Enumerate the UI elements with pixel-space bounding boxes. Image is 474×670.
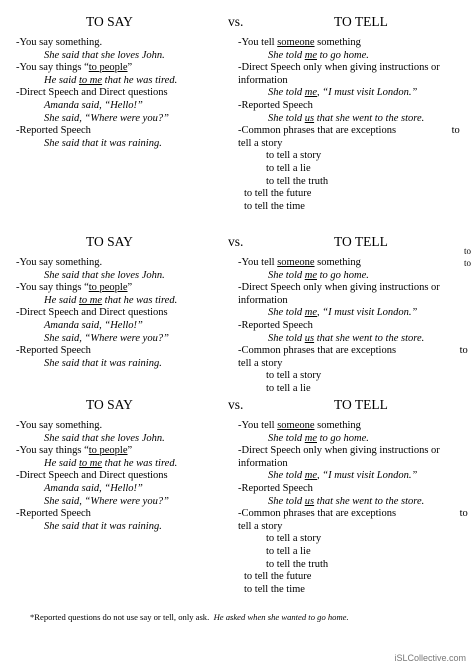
say-example: Amanda said, “Hello!” (44, 99, 143, 111)
tell-rule: -Reported Speech (238, 99, 313, 111)
say-rule: -You say something. (16, 257, 103, 268)
tell-example: She told me to go home. (268, 432, 369, 444)
tell-example: She told us that she went to the store. (268, 332, 425, 344)
heading-to-say: TO SAY (86, 234, 133, 249)
tell-rule: -You tell someone something (238, 37, 361, 48)
say-example: She said that she loves John. (44, 432, 165, 444)
say-example: She said, “Where were you?” (44, 332, 169, 344)
heading-to-say: TO SAY (86, 14, 133, 29)
say-rule: -Direct Speech and Direct questions (16, 87, 168, 99)
tell-phrase: to tell a story (266, 533, 322, 545)
say-column (16, 257, 177, 370)
tell-rule: -Direct Speech only when giving instructions or (238, 445, 440, 457)
tell-rule: -Direct Speech only when giving instructions or (238, 62, 440, 74)
tell-example: She told me, “I must visit London.” (268, 307, 418, 319)
say-rule: -You say things “to people” (16, 445, 133, 457)
say-rule: -You say something. (16, 37, 103, 48)
say-column (16, 420, 177, 533)
tell-rule: -Common phrases that are exceptions to (238, 345, 468, 357)
tell-rule: tell a story (238, 357, 283, 369)
tell-example: She told us that she went to the store. (268, 112, 425, 124)
tell-rule: information (238, 457, 288, 469)
tell-rule: information (238, 294, 288, 306)
tell-column (238, 257, 468, 396)
tell-rule: tell a story (238, 520, 283, 532)
tell-column (238, 420, 468, 596)
tell-rule: -Direct Speech only when giving instructions or (238, 282, 440, 294)
brand-watermark: iSLCollective.com (394, 653, 466, 663)
heading-to-say: TO SAY (86, 397, 133, 412)
tell-rule: -Common phrases that are exceptions to (238, 125, 460, 137)
say-example: She said that it was raining. (44, 137, 162, 149)
say-example: Amanda said, “Hello!” (44, 319, 143, 331)
footnote (30, 612, 349, 623)
heading-vs: vs. (228, 234, 244, 249)
tell-rule: -Reported Speech (238, 482, 313, 494)
say-example: Amanda said, “Hello!” (44, 482, 143, 494)
tell-example: She told us that she went to the store. (268, 495, 425, 507)
heading-vs: vs. (228, 397, 244, 412)
tell-phrase: to tell the future (244, 571, 312, 583)
say-rule: -Reported Speech (16, 508, 91, 520)
say-example: She said, “Where were you?” (44, 112, 169, 124)
say-example: He said to me that he was tired. (44, 457, 178, 469)
footnote-text: *Reported questions do not use say or tell, only ask. (30, 612, 210, 622)
tell-phrase: to tell the truth (266, 558, 329, 570)
heading-to-tell: TO TELL (334, 14, 388, 29)
say-example: She said, “Where were you?” (44, 495, 169, 507)
tell-phrase: to tell a story (266, 370, 322, 382)
say-example: She said that she loves John. (44, 49, 165, 61)
say-example: He said to me that he was tired. (44, 74, 178, 86)
tell-phrase: to tell a lie (266, 162, 311, 174)
say-example: She said that it was raining. (44, 520, 162, 532)
tell-rule: tell a story (238, 137, 283, 149)
margin-note: to (464, 246, 472, 256)
say-rule: -Reported Speech (16, 345, 91, 357)
tell-rule: -Common phrases that are exceptions to (238, 508, 468, 520)
section-3 (0, 397, 474, 597)
tell-phrase: to tell a lie (266, 545, 311, 557)
tell-example: She told me to go home. (268, 49, 369, 61)
tell-rule: -Reported Speech (238, 319, 313, 331)
tell-example: She told me to go home. (268, 269, 369, 281)
tell-phrase: to tell a story (266, 150, 322, 162)
tell-rule: -You tell someone something (238, 420, 361, 431)
footnote-example: He asked when she wanted to go home. (213, 612, 349, 622)
tell-rule: information (238, 74, 288, 86)
say-rule: -Reported Speech (16, 125, 91, 137)
tell-phrase: to tell the truth (266, 175, 329, 187)
say-rule: -You say something. (16, 420, 103, 431)
margin-note: to (464, 258, 472, 268)
say-rule: -Direct Speech and Direct questions (16, 307, 168, 319)
say-example: She said that she loves John. (44, 269, 165, 281)
tell-phrase: to tell the time (244, 200, 305, 212)
section-1 (0, 14, 474, 214)
say-column (16, 37, 177, 150)
tell-phrase: to tell the time (244, 583, 305, 595)
say-rule: -Direct Speech and Direct questions (16, 470, 168, 482)
tell-rule: -You tell someone something (238, 257, 361, 268)
heading-vs: vs. (228, 14, 244, 29)
tell-example: She told me, “I must visit London.” (268, 87, 418, 99)
tell-phrase: to tell the future (244, 188, 312, 200)
say-rule: -You say things “to people” (16, 282, 133, 294)
heading-to-tell: TO TELL (334, 234, 388, 249)
say-example: She said that it was raining. (44, 357, 162, 369)
tell-example: She told me, “I must visit London.” (268, 470, 418, 482)
tell-column (238, 37, 460, 213)
say-example: He said to me that he was tired. (44, 294, 178, 306)
heading-to-tell: TO TELL (334, 397, 388, 412)
tell-phrase: to tell a lie (266, 382, 311, 394)
say-rule: -You say things “to people” (16, 62, 133, 74)
